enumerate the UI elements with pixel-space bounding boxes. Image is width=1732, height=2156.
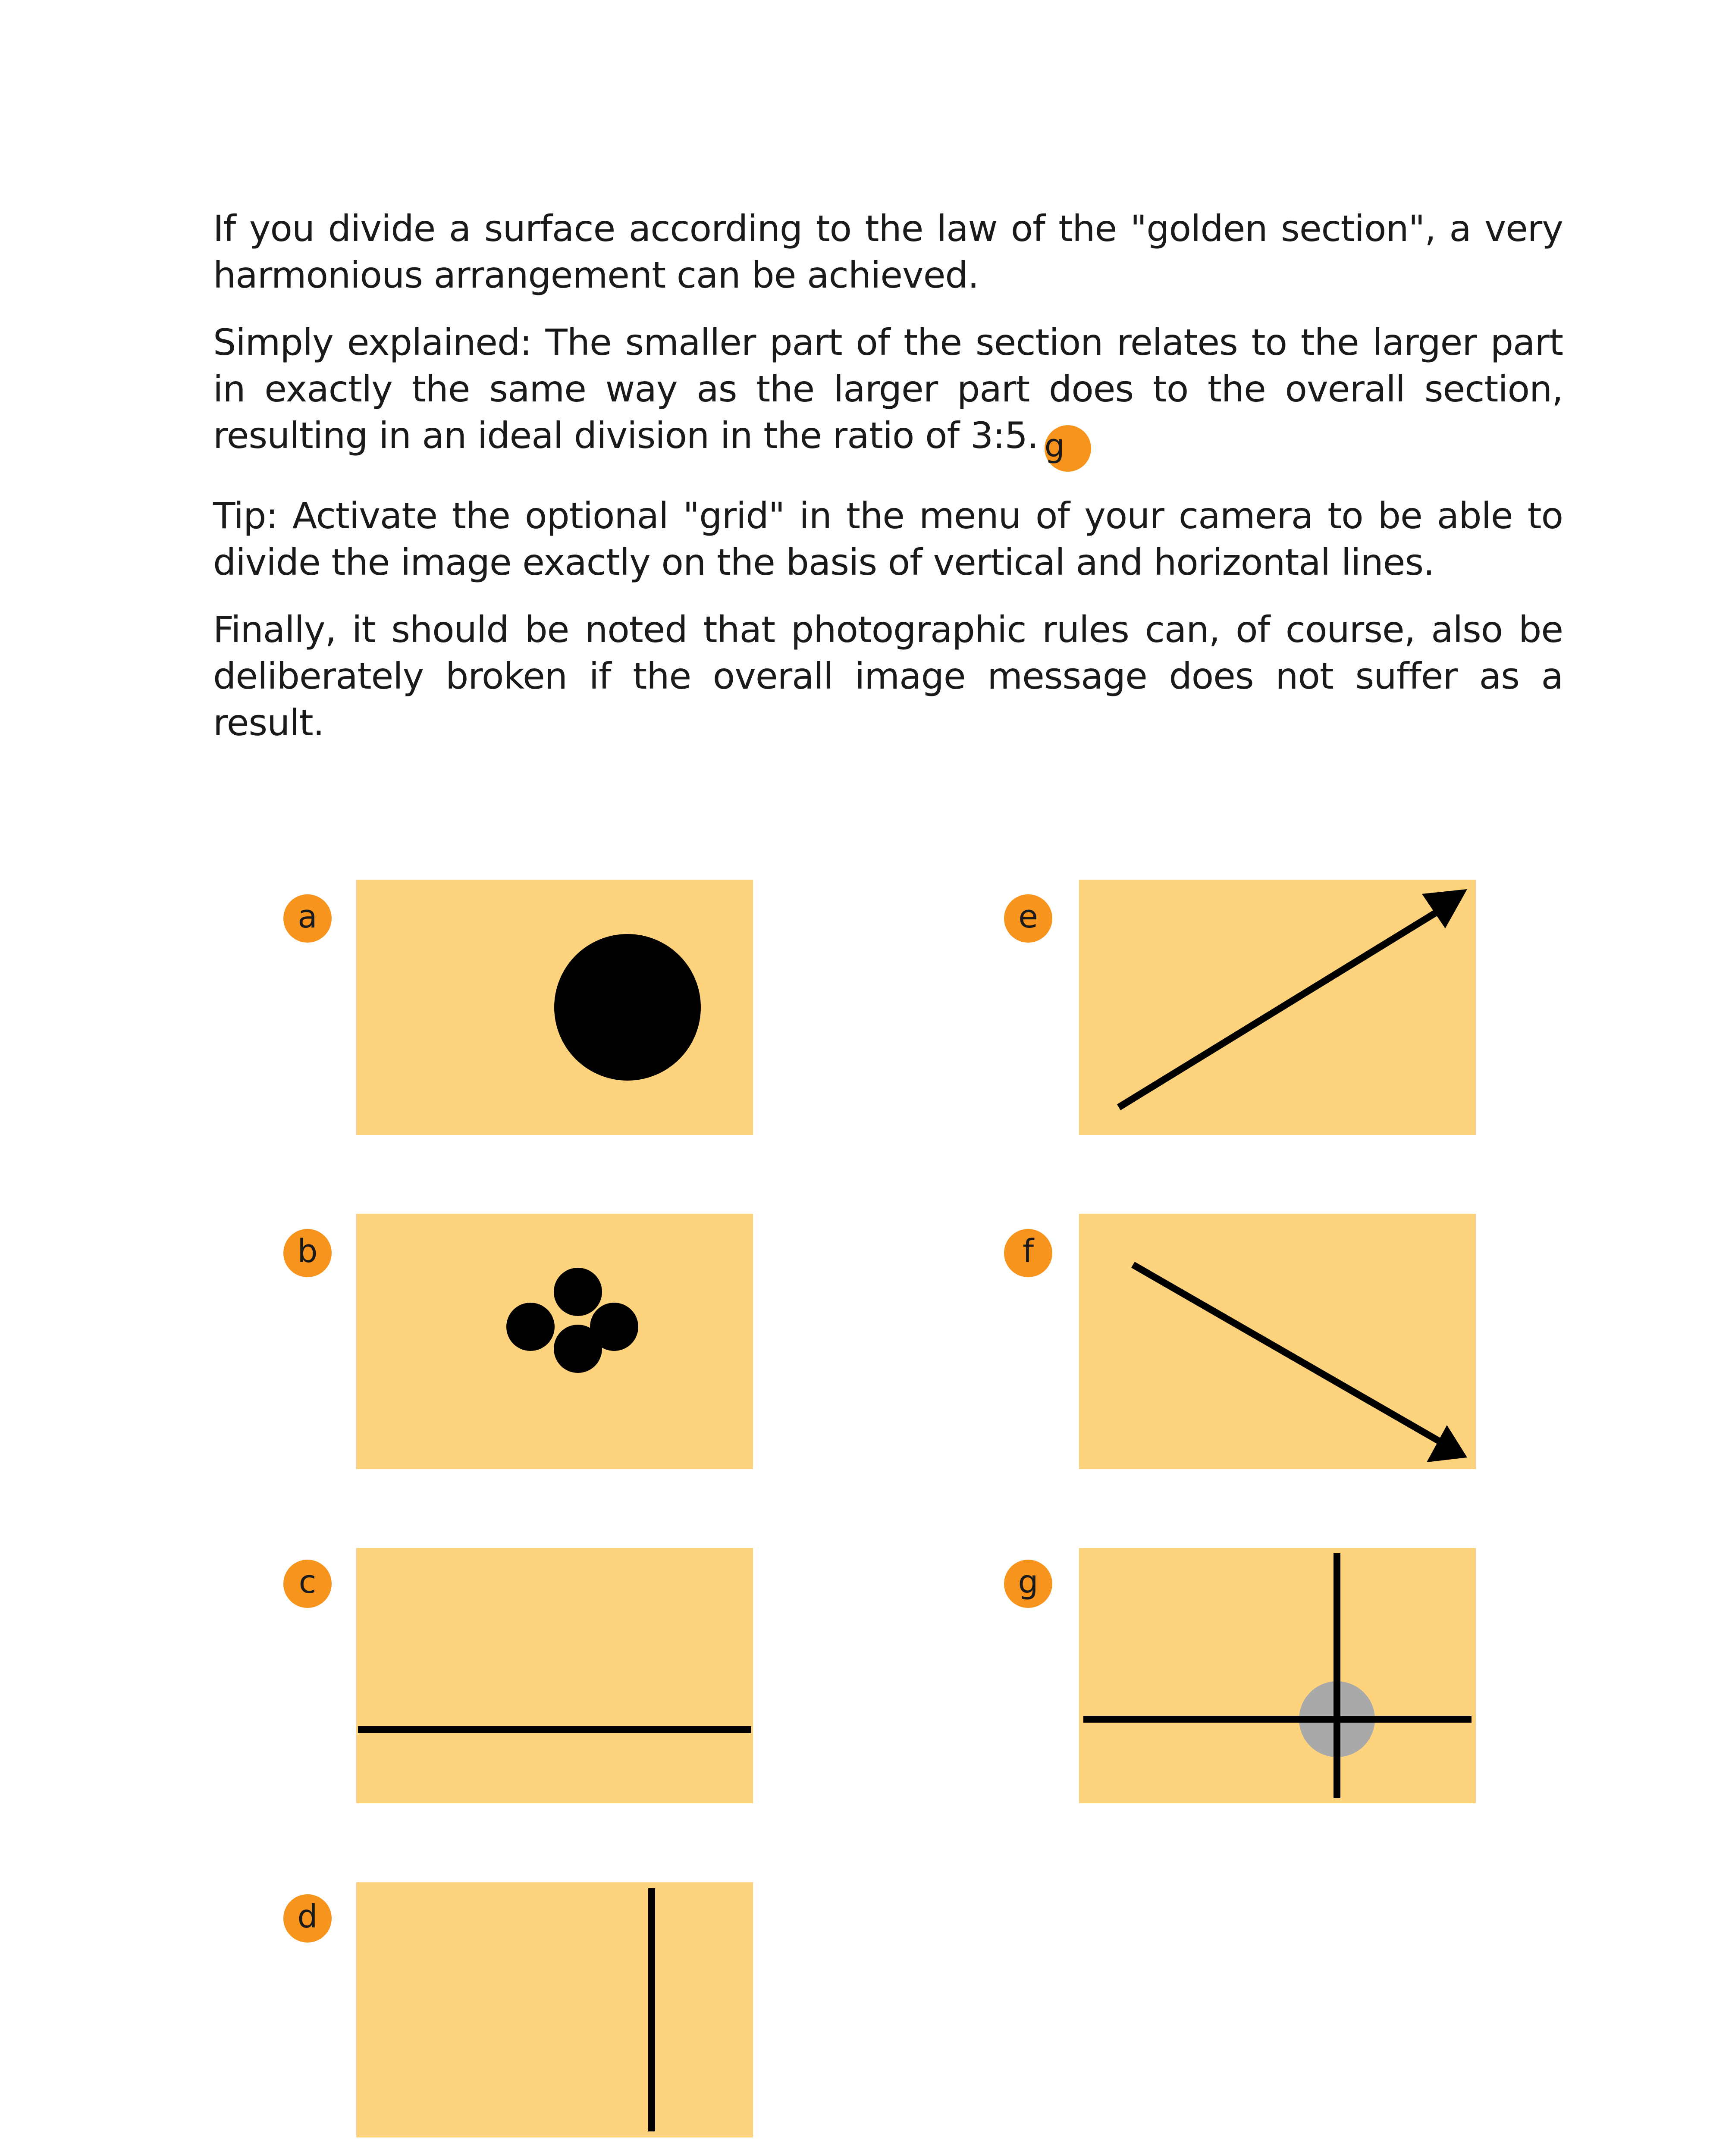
figure-reference-marker: g (1045, 425, 1091, 472)
figure-e-panel (1079, 880, 1476, 1135)
paragraph-golden-section: If you divide a surface according to the law of the "golden section", a very harmonious arrangement can be achieved. (213, 207, 1563, 296)
small-circle-top (554, 1268, 602, 1316)
figure-label-g: g (1004, 1560, 1052, 1608)
figure-label-b: b (283, 1229, 332, 1277)
paragraph-explanation (213, 319, 1563, 472)
figure-g-panel (1079, 1548, 1476, 1803)
paragraph-explanation-text: Simply explained: The smaller part of the section relates to the larger part in exactly the same way as the larger part does to the overall section, resulting in an ideal division in the ratio of 3:5. (213, 321, 1563, 457)
figure-label-e: e (1004, 894, 1052, 943)
figure-b-panel (356, 1214, 753, 1469)
figure-c-panel (356, 1548, 753, 1803)
paragraph-tip: Tip: Activate the optional "grid" in the menu of your camera to be able to divide the image exactly on the basis of vertical and horizontal lines. (213, 495, 1563, 583)
body-text (213, 205, 1563, 767)
figure-b-drawing (356, 1214, 753, 1469)
figure-e-drawing (1079, 880, 1476, 1135)
falling-arrow-shaft (1133, 1265, 1441, 1442)
figure-a-panel (356, 880, 753, 1135)
small-circle-bottom (554, 1325, 602, 1373)
figure-label-c: c (283, 1560, 332, 1608)
paragraph-conclusion: Finally, it should be noted that photographic rules can, of course, also be deliberately broken if the overall image message does not suffer as a result. (213, 608, 1563, 744)
rising-arrow-shaft (1119, 910, 1440, 1107)
figure-label-f: f (1004, 1229, 1052, 1277)
figure-f-panel (1079, 1214, 1476, 1469)
figure-f-drawing (1079, 1214, 1476, 1469)
figure-label-a: a (283, 894, 332, 943)
small-circle-left (506, 1303, 555, 1351)
figure-g-drawing (1079, 1548, 1476, 1803)
figure-c-drawing (356, 1548, 753, 1803)
figure-a-drawing (356, 880, 753, 1135)
large-circle-shape (554, 934, 701, 1081)
falling-arrow-head (1427, 1425, 1467, 1462)
rising-arrow-head (1422, 889, 1467, 928)
figure-label-d: d (283, 1894, 332, 1943)
figure-d-panel (356, 1882, 753, 2137)
figure-d-drawing (356, 1882, 753, 2137)
